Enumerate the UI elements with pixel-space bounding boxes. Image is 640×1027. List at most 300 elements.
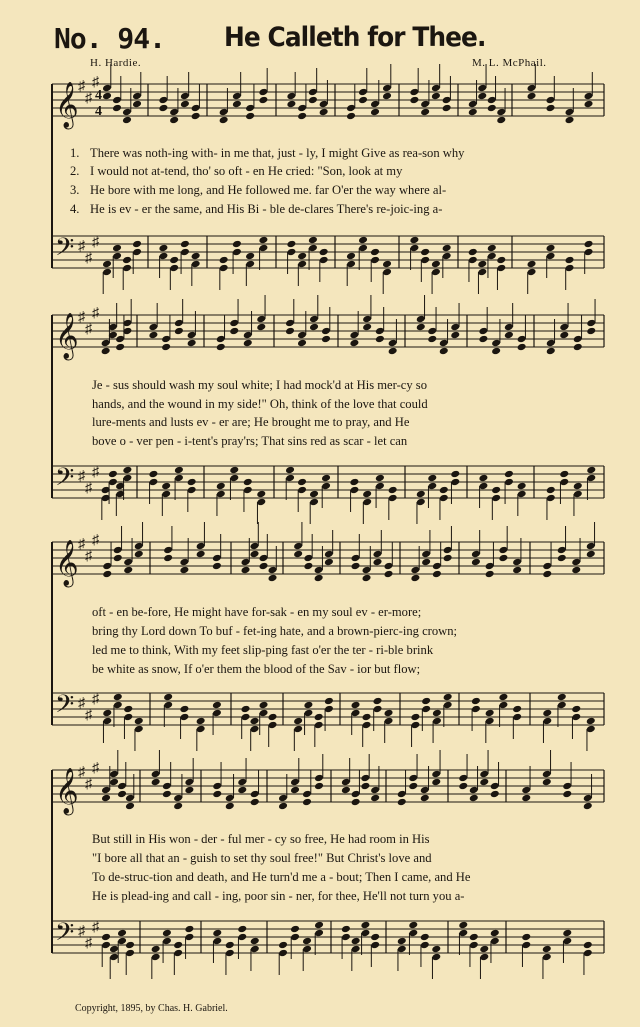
note-head bbox=[285, 327, 295, 336]
note-head bbox=[388, 486, 398, 495]
note-head bbox=[527, 92, 537, 101]
note-head bbox=[504, 470, 514, 479]
note-head bbox=[102, 709, 112, 718]
note-head bbox=[132, 240, 142, 249]
sharp-icon: ♯ bbox=[85, 481, 92, 496]
note-head bbox=[158, 104, 168, 113]
note-head bbox=[297, 478, 307, 487]
note-head bbox=[557, 554, 567, 563]
note-head bbox=[421, 558, 431, 567]
note-head bbox=[163, 693, 173, 702]
lyric-line: hands, and the wound in my side!" Oh, think of the love that could bbox=[92, 397, 428, 411]
note-head bbox=[420, 108, 430, 117]
note-head bbox=[319, 248, 329, 257]
composer-credit: M. L. McPhail. bbox=[472, 57, 547, 69]
note-head bbox=[286, 100, 296, 109]
note-head bbox=[123, 705, 133, 714]
note-head bbox=[431, 260, 441, 269]
note-head bbox=[115, 343, 125, 352]
sharp-icon: ♯ bbox=[85, 708, 92, 723]
note-head bbox=[237, 786, 247, 795]
note-head bbox=[174, 466, 184, 475]
verse-line bbox=[70, 146, 600, 161]
note-head bbox=[148, 331, 158, 340]
note-head bbox=[243, 339, 253, 348]
note-head bbox=[521, 794, 531, 803]
note-head bbox=[250, 798, 260, 807]
note-head bbox=[375, 335, 385, 344]
note-head bbox=[542, 570, 552, 579]
lyric-line: bove o - ver pen - i-tent's pray'rs; That sins red as scar - let can bbox=[92, 434, 408, 448]
note-head bbox=[314, 713, 324, 722]
sharp-icon: ♯ bbox=[78, 239, 85, 254]
note-head bbox=[268, 713, 278, 722]
note-head bbox=[370, 794, 380, 803]
note-head bbox=[216, 343, 226, 352]
note-head bbox=[517, 482, 527, 491]
note-head bbox=[584, 100, 594, 109]
sharp-icon: ♯ bbox=[92, 465, 99, 480]
note-head bbox=[341, 925, 351, 934]
note-head bbox=[416, 490, 426, 499]
note-head bbox=[565, 116, 575, 125]
note-head bbox=[302, 798, 312, 807]
note-head bbox=[485, 570, 495, 579]
sharp-icon: ♯ bbox=[92, 692, 99, 707]
note-head bbox=[319, 108, 329, 117]
lyric-text: He is ev - er the same, and His Bi - ble de-clares There's re-joic-ing a- bbox=[90, 202, 443, 216]
lyric-line: bring thy Lord down To buf - fet-ing hate, and a brown-pierc-ing crown; bbox=[92, 624, 458, 638]
note-head bbox=[527, 260, 537, 269]
note-head bbox=[179, 705, 189, 714]
note-head bbox=[431, 92, 441, 101]
note-head bbox=[432, 570, 442, 579]
note-head bbox=[498, 693, 508, 702]
note-head bbox=[158, 244, 168, 253]
note-head bbox=[125, 802, 135, 811]
note-head bbox=[443, 693, 453, 702]
verse-line bbox=[70, 202, 600, 217]
note-head bbox=[309, 490, 319, 499]
note-head bbox=[498, 554, 508, 563]
note-head bbox=[117, 790, 127, 799]
sharp-icon: ♯ bbox=[92, 761, 99, 776]
note-head bbox=[173, 802, 183, 811]
sharp-icon: ♯ bbox=[78, 310, 85, 325]
note-head bbox=[362, 323, 372, 332]
note-head bbox=[443, 554, 453, 563]
note-head bbox=[308, 236, 318, 245]
note-head bbox=[468, 108, 478, 117]
note-head bbox=[491, 486, 501, 495]
note-head bbox=[216, 482, 226, 491]
note-head bbox=[362, 713, 372, 722]
note-head bbox=[346, 112, 356, 121]
verse-line bbox=[70, 183, 600, 198]
note-head bbox=[349, 339, 359, 348]
note-head bbox=[477, 92, 487, 101]
note-head bbox=[583, 802, 593, 811]
note-head bbox=[373, 697, 383, 706]
note-head bbox=[382, 260, 392, 269]
note-head bbox=[388, 347, 398, 356]
note-head bbox=[314, 782, 324, 791]
sharp-icon: ♯ bbox=[92, 920, 99, 935]
note-head bbox=[546, 347, 556, 356]
note-head bbox=[324, 558, 334, 567]
note-head bbox=[542, 945, 552, 954]
note-head bbox=[162, 790, 172, 799]
note-head bbox=[173, 941, 183, 950]
note-head bbox=[187, 339, 197, 348]
note-head bbox=[442, 244, 452, 253]
note-head bbox=[439, 347, 449, 356]
note-head bbox=[169, 256, 179, 265]
note-head bbox=[420, 933, 430, 942]
note-head bbox=[349, 478, 359, 487]
note-head bbox=[346, 252, 356, 261]
sharp-icon: ♯ bbox=[78, 469, 85, 484]
note-head bbox=[109, 778, 119, 787]
treble-clef-icon: 𝄞 bbox=[55, 82, 79, 128]
note-head bbox=[586, 550, 596, 559]
note-head bbox=[191, 112, 201, 121]
note-head bbox=[469, 794, 479, 803]
note-head bbox=[420, 794, 430, 803]
note-head bbox=[557, 693, 567, 702]
note-head bbox=[112, 104, 122, 113]
note-head bbox=[134, 717, 144, 726]
note-head bbox=[562, 929, 572, 938]
note-head bbox=[358, 236, 368, 245]
note-head bbox=[250, 937, 260, 946]
note-head bbox=[485, 709, 495, 718]
lyric-line: oft - en be-fore, He might have for-sak - en my soul ev - er-more; bbox=[92, 605, 422, 619]
note-head bbox=[148, 470, 158, 479]
lyric-line: be white as snow, If o'er them the blood of the Sav - ior but flow; bbox=[92, 662, 421, 676]
note-head bbox=[458, 782, 468, 791]
note-head bbox=[109, 945, 119, 954]
note-head bbox=[101, 933, 111, 942]
note-head bbox=[397, 937, 407, 946]
note-head bbox=[351, 562, 361, 571]
note-head bbox=[409, 236, 419, 245]
time-signature-numerator: 4 bbox=[95, 88, 102, 103]
note-head bbox=[219, 256, 229, 265]
treble-clef-icon: 𝄞 bbox=[55, 768, 79, 814]
note-head bbox=[243, 478, 253, 487]
note-head bbox=[256, 490, 266, 499]
note-head bbox=[375, 474, 385, 483]
note-head bbox=[297, 339, 307, 348]
note-head bbox=[187, 478, 197, 487]
note-head bbox=[427, 335, 437, 344]
note-head bbox=[512, 566, 522, 575]
sharp-icon: ♯ bbox=[85, 91, 92, 106]
sharp-icon: ♯ bbox=[78, 79, 85, 94]
sharp-icon: ♯ bbox=[92, 533, 99, 548]
note-head bbox=[521, 933, 531, 942]
note-head bbox=[420, 248, 430, 257]
note-head bbox=[290, 925, 300, 934]
verse-line bbox=[70, 164, 600, 179]
note-head bbox=[125, 941, 135, 950]
note-head bbox=[439, 486, 449, 495]
note-head bbox=[174, 327, 184, 336]
treble-clef-icon: 𝄞 bbox=[55, 540, 79, 586]
time-signature-denominator: 4 bbox=[95, 104, 102, 119]
note-head bbox=[370, 933, 380, 942]
note-head bbox=[382, 92, 392, 101]
note-head bbox=[373, 558, 383, 567]
note-head bbox=[479, 778, 489, 787]
lyric-text: I would not at-tend, tho' so oft - en He cried: "Son, look at my bbox=[90, 164, 403, 178]
note-head bbox=[504, 331, 514, 340]
note-head bbox=[408, 921, 418, 930]
note-head bbox=[102, 92, 112, 101]
lyric-text: He bore with me long, and He followed me. far O'er the way where al- bbox=[90, 183, 447, 197]
note-head bbox=[487, 244, 497, 253]
sharp-icon: ♯ bbox=[85, 322, 92, 337]
sharp-icon: ♯ bbox=[78, 537, 85, 552]
note-head bbox=[113, 693, 123, 702]
note-head bbox=[308, 96, 318, 105]
note-head bbox=[212, 701, 222, 710]
bass-clef-icon: 𝄢 bbox=[55, 233, 75, 268]
note-head bbox=[586, 717, 596, 726]
note-head bbox=[321, 335, 331, 344]
note-head bbox=[360, 782, 370, 791]
note-head bbox=[314, 921, 324, 930]
note-head bbox=[384, 570, 394, 579]
note-head bbox=[232, 240, 242, 249]
note-head bbox=[571, 705, 581, 714]
note-head bbox=[431, 945, 441, 954]
note-head bbox=[512, 705, 522, 714]
note-head bbox=[546, 244, 556, 253]
note-head bbox=[297, 252, 307, 261]
note-head bbox=[132, 100, 142, 109]
sharp-icon: ♯ bbox=[78, 924, 85, 939]
sharp-icon: ♯ bbox=[85, 936, 92, 951]
note-head bbox=[122, 466, 132, 475]
note-head bbox=[219, 116, 229, 125]
lyric-text: There was noth-ing with- in me that, just - ly, I might Give as rea-son why bbox=[90, 146, 465, 160]
lyricist-credit: H. Hardie. bbox=[90, 57, 142, 69]
note-head bbox=[351, 701, 361, 710]
note-head bbox=[196, 550, 206, 559]
note-head bbox=[250, 717, 260, 726]
lyric-line: Je - sus should wash my soul white; I had mock'd at His mer-cy so bbox=[92, 378, 428, 392]
verse-number: 4. bbox=[70, 202, 80, 216]
note-head bbox=[302, 937, 312, 946]
note-head bbox=[496, 256, 506, 265]
note-head bbox=[122, 256, 132, 265]
note-head bbox=[117, 929, 127, 938]
note-head bbox=[487, 104, 497, 113]
note-head bbox=[410, 574, 420, 583]
sharp-icon: ♯ bbox=[92, 75, 99, 90]
note-head bbox=[370, 248, 380, 257]
hymn-title: He Calleth for Thee. bbox=[224, 22, 486, 53]
note-head bbox=[245, 252, 255, 261]
note-head bbox=[184, 925, 194, 934]
note-head bbox=[490, 929, 500, 938]
note-head bbox=[427, 474, 437, 483]
note-head bbox=[586, 466, 596, 475]
note-head bbox=[237, 925, 247, 934]
note-head bbox=[268, 574, 278, 583]
note-head bbox=[278, 802, 288, 811]
bass-clef-icon: 𝄢 bbox=[55, 918, 75, 953]
note-head bbox=[285, 466, 295, 475]
note-head bbox=[259, 701, 269, 710]
note-head bbox=[184, 786, 194, 795]
lyric-line: "I bore all that an - guish to set thy soul free!" But Christ's love and bbox=[92, 851, 432, 865]
note-head bbox=[573, 482, 583, 491]
note-head bbox=[229, 466, 239, 475]
note-head bbox=[450, 470, 460, 479]
note-head bbox=[397, 798, 407, 807]
note-head bbox=[101, 347, 111, 356]
note-head bbox=[212, 929, 222, 938]
sharp-icon: ♯ bbox=[78, 696, 85, 711]
note-head bbox=[225, 802, 235, 811]
note-head bbox=[370, 108, 380, 117]
lyric-line: led me to think, With my feet slip-ping fast o'er the ter - ri-ble brink bbox=[92, 643, 434, 657]
note-head bbox=[297, 112, 307, 121]
note-head bbox=[212, 562, 222, 571]
note-head bbox=[191, 252, 201, 261]
treble-clef-icon: 𝄞 bbox=[55, 313, 79, 359]
note-head bbox=[358, 96, 368, 105]
note-head bbox=[471, 697, 481, 706]
note-head bbox=[408, 782, 418, 791]
note-head bbox=[410, 713, 420, 722]
note-head bbox=[286, 240, 296, 249]
copyright-notice: Copyright, 1895, by Chas. H. Gabriel. bbox=[75, 1003, 228, 1014]
note-head bbox=[303, 562, 313, 571]
note-head bbox=[123, 566, 133, 575]
note-head bbox=[278, 941, 288, 950]
note-head bbox=[559, 470, 569, 479]
note-head bbox=[245, 112, 255, 121]
verse-number: 1. bbox=[70, 146, 80, 160]
note-head bbox=[259, 562, 269, 571]
note-head bbox=[113, 554, 123, 563]
note-head bbox=[351, 798, 361, 807]
note-head bbox=[362, 490, 372, 499]
note-head bbox=[229, 327, 239, 336]
note-head bbox=[542, 709, 552, 718]
note-head bbox=[151, 778, 161, 787]
note-head bbox=[341, 786, 351, 795]
note-head bbox=[293, 550, 303, 559]
note-head bbox=[196, 717, 206, 726]
note-head bbox=[565, 256, 575, 265]
note-head bbox=[151, 945, 161, 954]
note-head bbox=[169, 116, 179, 125]
note-head bbox=[161, 482, 171, 491]
note-head bbox=[384, 709, 394, 718]
note-head bbox=[586, 327, 596, 336]
sharp-icon: ♯ bbox=[78, 765, 85, 780]
note-head bbox=[477, 260, 487, 269]
note-head bbox=[442, 104, 452, 113]
note-head bbox=[421, 697, 431, 706]
note-head bbox=[478, 335, 488, 344]
note-head bbox=[450, 331, 460, 340]
lyric-line: To de-struc-tion and death, and He turn'd me a - bout; Then I came, and He bbox=[92, 870, 471, 884]
note-head bbox=[241, 566, 251, 575]
sharp-icon: ♯ bbox=[85, 251, 92, 266]
note-head bbox=[478, 474, 488, 483]
note-head bbox=[583, 941, 593, 950]
lyric-line: lure-ments and lusts ev - er are; He brought me to pray, and He bbox=[92, 415, 410, 429]
note-head bbox=[351, 937, 361, 946]
note-head bbox=[161, 343, 171, 352]
note-head bbox=[559, 331, 569, 340]
note-head bbox=[490, 790, 500, 799]
note-head bbox=[458, 921, 468, 930]
note-head bbox=[241, 705, 251, 714]
note-head bbox=[469, 933, 479, 942]
note-head bbox=[290, 786, 300, 795]
lyric-line: But still in His won - der - ful mer - cy so free, He had room in His bbox=[92, 832, 430, 846]
note-head bbox=[517, 343, 527, 352]
note-head bbox=[122, 116, 132, 125]
note-head bbox=[258, 236, 268, 245]
note-head bbox=[163, 554, 173, 563]
note-head bbox=[112, 244, 122, 253]
sharp-icon: ♯ bbox=[92, 235, 99, 250]
note-head bbox=[293, 717, 303, 726]
note-head bbox=[542, 778, 552, 787]
note-head bbox=[102, 260, 112, 269]
note-head bbox=[546, 486, 556, 495]
sharp-icon: ♯ bbox=[92, 306, 99, 321]
note-head bbox=[225, 941, 235, 950]
note-head bbox=[321, 474, 331, 483]
note-head bbox=[360, 921, 370, 930]
note-head bbox=[496, 116, 506, 125]
sharp-icon: ♯ bbox=[85, 549, 92, 564]
note-head bbox=[432, 709, 442, 718]
note-head bbox=[479, 945, 489, 954]
note-head bbox=[546, 104, 556, 113]
note-head bbox=[303, 701, 313, 710]
lyric-line: He is plead-ing and call - ing, poor sin - ner, for thee, He'll not turn you a- bbox=[92, 889, 465, 903]
verse-number: 3. bbox=[70, 183, 80, 197]
note-head bbox=[584, 240, 594, 249]
note-head bbox=[258, 96, 268, 105]
bass-clef-icon: 𝄢 bbox=[55, 463, 75, 498]
note-head bbox=[468, 248, 478, 257]
note-head bbox=[491, 347, 501, 356]
note-head bbox=[162, 929, 172, 938]
note-head bbox=[101, 794, 111, 803]
note-head bbox=[431, 778, 441, 787]
note-head bbox=[250, 550, 260, 559]
note-head bbox=[212, 790, 222, 799]
verse-number: 2. bbox=[70, 164, 80, 178]
note-head bbox=[562, 790, 572, 799]
note-head bbox=[180, 100, 190, 109]
sharp-icon: ♯ bbox=[85, 777, 92, 792]
note-head bbox=[409, 96, 419, 105]
note-head bbox=[324, 697, 334, 706]
note-head bbox=[180, 240, 190, 249]
